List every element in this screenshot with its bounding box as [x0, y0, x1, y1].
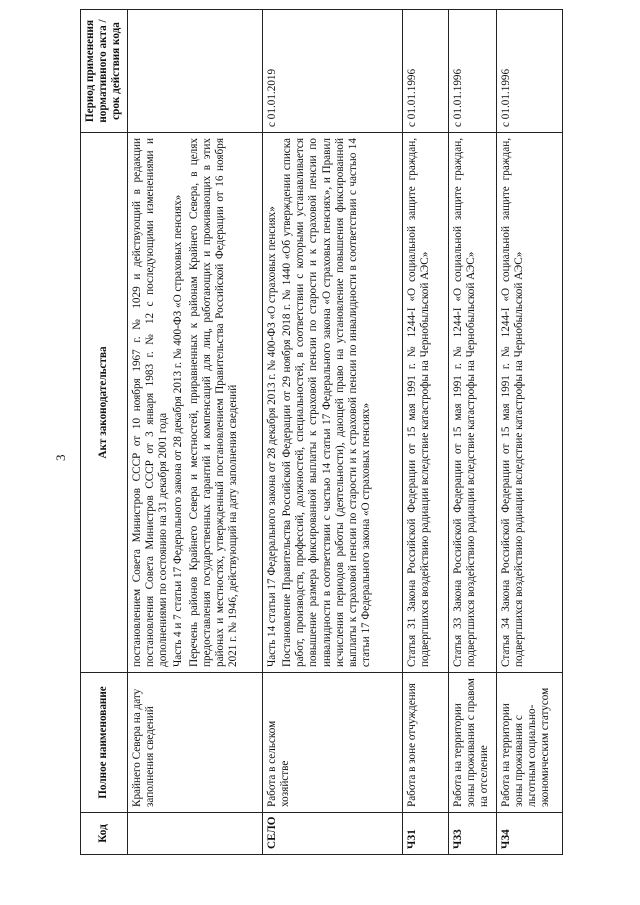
- act-paragraph: Статья 33 Закона Российской Федерации от 15 мая 1991 г. № 1244-I «О социальной защите граждан, подвергшихся воздействию радиации вследствие катастрофы на Чернобыльской АЭС»: [451, 138, 477, 667]
- row-code: ЧЗ4: [496, 813, 562, 855]
- row-code: СЕЛО: [262, 813, 402, 855]
- row-acts: [262, 133, 402, 673]
- header-name: Полное наименование: [81, 673, 128, 813]
- act-paragraph: Статья 34 Закона Российской Федерации от 15 мая 1991 г. № 1244-I «О социальной защите граждан, подвергшихся воздействию радиации вследствие катастрофы на Чернобыльской АЭС»: [499, 138, 525, 667]
- header-code: Код: [81, 813, 128, 855]
- row-acts: [496, 133, 562, 673]
- row-acts: [402, 133, 448, 673]
- act-paragraph: Перечень районов Крайнего Севера и местностей, приравненных к районам Крайнего Севера, в целях предоставления государственных гарантий и компенсаций для лиц, работающих и проживающих в этих районах и местностях, утвержденный постановлением Правительства Российской Федерации от 16 ноября 2021 г. № 1946, действующий на дату заполнения сведений: [187, 138, 240, 667]
- row-period: с 01.01.2019: [262, 10, 402, 133]
- row-name: Работа на территории зоны проживания с льготным социально-экономическим статусом: [496, 673, 562, 813]
- row-acts: [127, 133, 262, 673]
- act-paragraph: Статья 31 Закона Российской Федерации от 15 мая 1991 г. № 1244-I «О социальной защите граждан, подвергшихся воздействию радиации вследствие катастрофы на Чернобыльской АЭС»: [405, 138, 431, 667]
- table-header-row: [81, 10, 128, 855]
- row-code: ЧЗ1: [402, 813, 448, 855]
- act-paragraph: Часть 4 и 7 статьи 17 Федерального закона от 28 декабря 2013 г. № 400-ФЗ «О страховых пенсиях»: [172, 194, 185, 667]
- row-period: [127, 10, 262, 133]
- table-row: [402, 10, 448, 855]
- row-period: с 01.01.1996: [496, 10, 562, 133]
- table-row: [262, 10, 402, 855]
- row-period: с 01.01.1996: [402, 10, 448, 133]
- act-paragraph: Часть 14 статьи 17 Федерального закона от 28 декабря 2013 г. № 400-ФЗ «О страховых пенсиях»: [265, 206, 278, 667]
- row-code: [127, 813, 262, 855]
- header-period: Период применения нормативного акта / срок действия кода: [81, 10, 128, 133]
- row-code: ЧЗ3: [448, 813, 496, 855]
- row-period: с 01.01.1996: [448, 10, 496, 133]
- page-number: 3: [53, 454, 68, 461]
- row-name: Работа в сельском хозяйстве: [262, 673, 402, 813]
- table-row: [448, 10, 496, 855]
- row-name: Работа на территории зоны проживания с правом на отселение: [448, 673, 496, 813]
- row-name: Крайнего Севера на дату заполнения сведений: [127, 673, 262, 813]
- row-acts: [448, 133, 496, 673]
- row-name: Работа в зоне отчуждения: [402, 673, 448, 813]
- act-paragraph: Постановление Правительства Российской Федерации от 29 ноября 2018 г. № 1440 «Об утверждении списка работ, производств, профессий, должностей, специальностей, в соответствии с которыми устанавливается повышение размера фиксированной выплаты к страховой пенсии по старости и к страховой пенсии по инвалидности в соответствии с частью 14 статьи 17 Федерального закона «О страховых пенсиях», и Правил исчисления периодов работы (деятельности), дающей право на установление повышения фиксированной выплаты к страховой пенсии по старости и к страховой пенсии по инвалидности в соответствии с частью 14 статьи 17 Федерального закона «О страховых пенсиях»: [280, 138, 373, 667]
- act-paragraph: постановлением Совета Министров СССР от 10 ноября 1967 г. № 1029 и действующий в редакции постановления Совета Министров СССР от 3 января 1983 г. № 12 с последующими изменениями и дополнениями по состоянию на 31 декабря 2001 года: [130, 138, 170, 667]
- legislation-table: [80, 9, 563, 855]
- table-row: [127, 10, 262, 855]
- header-act: Акт законодательства: [81, 133, 128, 673]
- table-row: [496, 10, 562, 855]
